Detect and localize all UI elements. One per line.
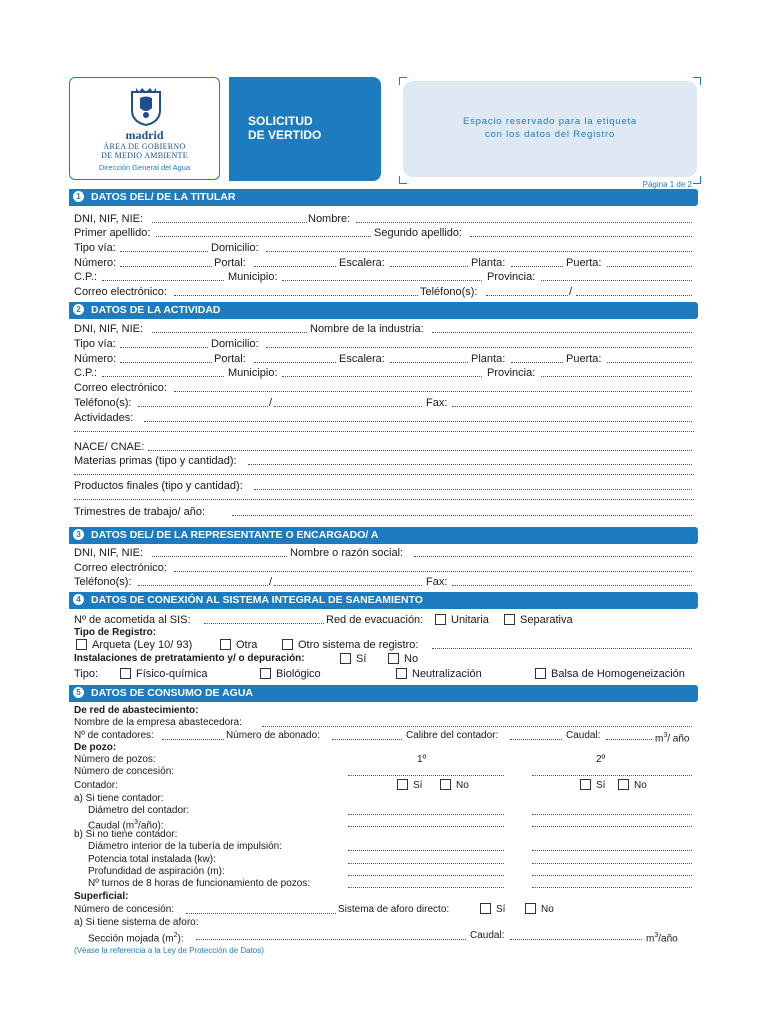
nace-field[interactable] — [148, 440, 692, 451]
section-5-header — [69, 685, 698, 702]
section-1-header — [69, 189, 698, 206]
numero-field[interactable] — [120, 256, 212, 267]
contadores-field[interactable] — [162, 729, 224, 740]
seccion-text: Sección mojada (m — [88, 933, 174, 945]
label-line-2: con los datos del Registro — [484, 129, 616, 140]
section-2-header — [69, 302, 698, 319]
correo-label: Correo electrónico: — [74, 286, 167, 298]
row-representante-correo — [74, 561, 694, 575]
balsa-label: Balsa de Homogeneización — [551, 668, 685, 680]
domicilio-label: Domicilio: — [211, 338, 259, 350]
tipo-registro-label: Tipo de Registro: — [74, 627, 157, 638]
planta-field[interactable] — [511, 256, 563, 267]
page-number: Página 1 de 2 — [642, 180, 692, 189]
row-num-concesion — [74, 765, 694, 779]
cp-field[interactable] — [102, 366, 224, 377]
correo-label: Correo electrónico: — [74, 382, 167, 394]
domicilio-field[interactable] — [266, 241, 692, 252]
row-trimestres — [74, 505, 694, 519]
row-titular-apellidos — [74, 226, 694, 240]
no-label: No — [541, 904, 554, 915]
corner-mark — [693, 77, 701, 85]
potencia-pozo2-field[interactable] — [532, 853, 692, 864]
arqueta-checkbox[interactable] — [76, 639, 87, 650]
aforo-label: Sistema de aforo directo: — [338, 904, 450, 915]
planta-label: Planta: — [471, 257, 506, 269]
telefono2-field[interactable] — [274, 575, 422, 586]
no-label: No — [404, 653, 419, 665]
label-line-1: Espacio reservado para la etiqueta — [462, 116, 637, 127]
aforo-si-checkbox[interactable] — [480, 903, 491, 914]
puerta-field[interactable] — [607, 256, 692, 267]
corner-mark — [399, 176, 407, 184]
row-actividad-cp — [74, 366, 694, 380]
numero-label: Número: — [74, 353, 117, 365]
m3-ano-label: $m^3$/año — [646, 932, 678, 945]
contadores-label: Nº de contadores: — [74, 730, 154, 741]
data-protection-note[interactable]: (Véase la referencia a la Ley de Protección de Datos) — [74, 946, 264, 955]
label-text — [399, 115, 701, 141]
row-actividad-telefono — [74, 396, 694, 410]
no-tiene-contador-label: b) Si no tiene contador: — [74, 829, 178, 840]
tipo-label: Tipo: — [74, 668, 99, 680]
abonado-label: Número de abonado: — [226, 730, 320, 741]
fax-field[interactable] — [452, 396, 692, 407]
seccion-end: ): — [177, 933, 184, 945]
dni-label: DNI, NIF, NIE: — [74, 547, 144, 559]
row-acometida — [74, 613, 694, 627]
municipio-label: Municipio: — [228, 367, 278, 379]
diametro-label: Diámetro del contador: — [88, 805, 190, 816]
provincia-label: Provincia: — [487, 367, 536, 379]
m3-ano-label: $m^3/$ año — [655, 732, 690, 745]
tiene-aforo-label: a) Si tiene sistema de aforo: — [74, 917, 199, 928]
registry-label-area — [399, 77, 701, 184]
productos-label: Productos finales (tipo y cantidad): — [74, 480, 243, 492]
profundidad-pozo1-field[interactable] — [348, 865, 504, 876]
caudal-pozo1-field[interactable] — [348, 816, 504, 827]
red-abastecimiento-label: De red de abastecimiento: — [74, 705, 199, 716]
row-actividad-via — [74, 337, 694, 351]
productos-field-line2[interactable] — [74, 499, 694, 500]
caudal-label: Caudal: — [470, 930, 505, 941]
contador-pozo1-si-checkbox[interactable] — [397, 779, 408, 790]
planta-field[interactable] — [511, 352, 563, 363]
profundidad-pozo2-field[interactable] — [532, 865, 692, 876]
superscript: 3 — [654, 932, 659, 939]
diametro-tuberia-label: Diámetro interior de la tubería de impulsión: — [88, 841, 282, 852]
slash: / — [269, 397, 273, 409]
row-superficial-concesion — [74, 903, 694, 917]
contador-pozo2-si-checkbox[interactable] — [580, 779, 591, 790]
concesion-superficial-field[interactable] — [186, 903, 336, 914]
caudal-m3-end: /año): — [138, 820, 164, 832]
si-label: Sí — [496, 904, 506, 915]
unitaria-label: Unitaria — [451, 614, 489, 626]
provincia-field[interactable] — [541, 270, 692, 281]
title-line-1: SOLICITUD — [248, 114, 313, 128]
concesion-pozo1-field[interactable] — [348, 765, 504, 776]
telefono1-field[interactable] — [138, 396, 268, 407]
puerta-label: Puerta: — [566, 257, 602, 269]
instalaciones-label: Instalaciones de pretratamiento y/ o depuración: — [74, 653, 305, 664]
area-line-1: ÁREA DE GOBIERNO — [103, 142, 186, 151]
domicilio-label: Domicilio: — [211, 242, 259, 254]
si-label: Sí — [413, 780, 423, 791]
section-title: DATOS DEL/ DE LA TITULAR — [91, 191, 236, 203]
turnos-pozo1-field[interactable] — [348, 877, 504, 888]
row-titular-dni — [74, 212, 694, 226]
fisico-quimica-checkbox[interactable] — [120, 668, 131, 679]
section-title: DATOS DE CONEXIÓN AL SISTEMA INTEGRAL DE SANEAMIENTO — [91, 594, 423, 606]
arqueta-label: Arqueta (Ley 10/ 93) — [92, 639, 193, 651]
caudal-m3-text: Caudal (m — [88, 820, 135, 832]
fax-label: Fax: — [426, 576, 448, 588]
biologico-label: Biológico — [276, 668, 321, 680]
corner-mark — [693, 176, 701, 184]
row-tiene-aforo — [74, 916, 694, 930]
materias-field-line2[interactable] — [74, 474, 694, 475]
empresa-field[interactable] — [262, 716, 692, 727]
apellido1-field[interactable] — [156, 226, 371, 237]
otra-label: Otra — [236, 639, 258, 651]
industria-field[interactable] — [432, 322, 692, 333]
turnos-pozo2-field[interactable] — [532, 877, 692, 888]
row-empresa — [74, 716, 694, 730]
tipovia-field[interactable] — [120, 337, 208, 348]
row-titular-via — [74, 241, 694, 255]
tipovia-field[interactable] — [120, 241, 208, 252]
municipio-field[interactable] — [282, 366, 482, 377]
biologico-checkbox[interactable] — [260, 668, 271, 679]
turnos-label: Nº turnos de 8 horas de funcionamiento de pozos: — [88, 878, 311, 889]
num-pozos-label: Número de pozos: — [74, 754, 156, 765]
caudal-superficial-field[interactable] — [510, 929, 642, 940]
potencia-pozo1-field[interactable] — [348, 853, 504, 864]
portal-field[interactable] — [254, 256, 336, 267]
telefono1-field[interactable] — [138, 575, 268, 586]
row-productos — [74, 479, 694, 493]
row-titular-contacto — [74, 285, 694, 299]
telefono-label: Teléfono(s): — [420, 286, 478, 298]
aforo-no-checkbox[interactable] — [525, 903, 536, 914]
calibre-field[interactable] — [510, 729, 562, 740]
nace-label: NACE/ CNAE: — [74, 441, 145, 453]
section-number: 3 — [73, 529, 84, 540]
municipio-label: Municipio: — [228, 271, 278, 283]
tipovia-label: Tipo vía: — [74, 338, 116, 350]
section-number: 2 — [73, 304, 84, 315]
domicilio-field[interactable] — [266, 337, 692, 348]
si-label: Sí — [356, 653, 367, 665]
form-title — [248, 114, 321, 142]
corner-mark — [399, 77, 407, 85]
tipovia-label: Tipo vía: — [74, 242, 116, 254]
caudal-field[interactable] — [606, 729, 652, 740]
materias-field[interactable] — [248, 454, 692, 465]
otro-sistema-field[interactable] — [432, 638, 692, 649]
section-title: DATOS DE LA ACTIVIDAD — [91, 304, 221, 316]
caudal-label: Caudal: — [566, 730, 601, 741]
m3-ano-text: /año — [658, 933, 678, 945]
slash: / — [269, 576, 273, 588]
escalera-label: Escalera: — [339, 353, 385, 365]
section-3-header — [69, 527, 698, 544]
otro-sistema-checkbox[interactable] — [282, 639, 293, 650]
puerta-field[interactable] — [607, 352, 692, 363]
neutralizacion-label: Neutralización — [412, 668, 482, 680]
pozo-2-header: 2º — [596, 754, 606, 765]
de-pozo-label: De pozo: — [74, 742, 117, 753]
puerta-label: Puerta: — [566, 353, 602, 365]
row-registro-opciones — [74, 638, 694, 652]
trimestres-label: Trimestres de trabajo/ año: — [74, 506, 206, 518]
title-line-2: DE VERTIDO — [248, 128, 322, 142]
section-number: 4 — [73, 594, 84, 605]
neutralizacion-checkbox[interactable] — [396, 668, 407, 679]
razon-social-label: Nombre o razón social: — [290, 547, 404, 559]
row-actividades — [74, 411, 694, 425]
industria-label: Nombre de la industria: — [310, 323, 424, 335]
superscript: 3 — [134, 819, 139, 826]
num-concesion-label: Número de concesión: — [74, 904, 175, 915]
row-tipo-tratamiento — [74, 667, 694, 681]
correo-label: Correo electrónico: — [74, 562, 167, 574]
telefono-label: Teléfono(s): — [74, 397, 132, 409]
city-name: madrid — [125, 128, 164, 142]
profundidad-label: Profundidad de aspiración (m): — [88, 866, 225, 877]
row-materias — [74, 454, 694, 468]
row-actividad-numero — [74, 352, 694, 366]
otra-checkbox[interactable] — [220, 639, 231, 650]
cp-field[interactable] — [102, 270, 224, 281]
separativa-label: Separativa — [520, 614, 573, 626]
razon-social-field[interactable] — [414, 546, 692, 557]
numero-label: Número: — [74, 257, 117, 269]
num-concesion-label: Número de concesión: — [74, 766, 175, 777]
seccion-label — [88, 929, 184, 943]
dni-field[interactable] — [152, 546, 287, 557]
planta-label: Planta: — [471, 353, 506, 365]
title-box — [229, 77, 381, 181]
acometida-field[interactable] — [204, 613, 324, 624]
row-turnos — [74, 877, 694, 891]
fax-field[interactable] — [452, 575, 692, 586]
no-label: No — [634, 780, 647, 791]
madrid-crest-icon — [128, 86, 164, 126]
tuberia-pozo2-field[interactable] — [532, 840, 692, 851]
row-actividad-dni — [74, 322, 694, 336]
contador-label: Contador: — [74, 780, 118, 791]
concesion-pozo2-field[interactable] — [532, 765, 692, 776]
dni-field[interactable] — [152, 212, 307, 223]
section-title: DATOS DEL/ DE LA REPRESENTANTE O ENCARGADO/ A — [91, 529, 379, 541]
unitaria-checkbox[interactable] — [435, 614, 446, 625]
apellido1-label: Primer apellido: — [74, 227, 151, 239]
otro-sistema-label: Otro sistema de registro: — [298, 639, 419, 651]
pozo-1-header: 1º — [417, 754, 427, 765]
section-number: 5 — [73, 687, 84, 698]
potencia-label: Potencia total instalada (kw): — [88, 854, 216, 865]
apellido2-label: Segundo apellido: — [374, 227, 463, 239]
tuberia-pozo1-field[interactable] — [348, 840, 504, 851]
productos-field[interactable] — [254, 479, 692, 490]
row-instalaciones — [74, 652, 694, 666]
actividades-label: Actividades: — [74, 412, 134, 424]
dni-field[interactable] — [152, 322, 307, 333]
tiene-contador-label: a) Si tiene contador: — [74, 793, 164, 804]
nombre-field[interactable] — [356, 212, 692, 223]
section-title: DATOS DE CONSUMO DE AGUA — [91, 687, 253, 699]
correo-field[interactable] — [174, 381, 692, 392]
si-label: Sí — [596, 780, 606, 791]
contador-pozo2-no-checkbox[interactable] — [618, 779, 629, 790]
abonado-field[interactable] — [332, 729, 402, 740]
row-diam-tuberia — [74, 840, 694, 854]
superscript: 3 — [663, 732, 668, 739]
section-4-header — [69, 592, 698, 609]
row-seccion — [74, 929, 694, 943]
telefono1-field[interactable] — [486, 285, 568, 296]
escalera-field[interactable] — [390, 256, 468, 267]
diametro-pozo1-field[interactable] — [348, 804, 504, 815]
red-evacuacion-label: Red de evacuación: — [326, 614, 424, 626]
instalaciones-si-checkbox[interactable] — [340, 653, 351, 664]
fax-label: Fax: — [426, 397, 448, 409]
cp-label: C.P.: — [74, 271, 98, 283]
municipio-field[interactable] — [282, 270, 482, 281]
dni-label: DNI, NIF, NIE: — [74, 213, 144, 225]
row-superficial — [74, 890, 694, 904]
slash: / — [569, 286, 573, 298]
portal-label: Portal: — [214, 257, 246, 269]
no-label: No — [456, 780, 469, 791]
actividades-field[interactable] — [144, 411, 692, 422]
contador-pozo1-no-checkbox[interactable] — [440, 779, 451, 790]
row-nace — [74, 440, 694, 454]
provincia-label: Provincia: — [487, 271, 536, 283]
portal-field[interactable] — [254, 352, 336, 363]
numero-field[interactable] — [120, 352, 212, 363]
trimestres-field[interactable] — [232, 505, 692, 516]
empresa-label: Nombre de la empresa abastecedora: — [74, 717, 242, 728]
telefono-label: Teléfono(s): — [74, 576, 132, 588]
balsa-checkbox[interactable] — [535, 668, 546, 679]
m3-ano-text: / año — [667, 733, 690, 745]
row-representante-telefono — [74, 575, 694, 589]
dni-label: DNI, NIF, NIE: — [74, 323, 144, 335]
row-representante-dni — [74, 546, 694, 560]
nombre-label: Nombre: — [308, 213, 351, 225]
apellido2-field[interactable] — [470, 226, 692, 237]
section-number: 1 — [73, 191, 84, 202]
row-titular-numero — [74, 256, 694, 270]
calibre-label: Calibre del contador: — [406, 730, 499, 741]
materias-label: Materias primas (tipo y cantidad): — [74, 455, 237, 467]
row-titular-cp — [74, 270, 694, 284]
logo-box — [69, 77, 220, 180]
instalaciones-no-checkbox[interactable] — [388, 653, 399, 664]
escalera-label: Escalera: — [339, 257, 385, 269]
correo-field[interactable] — [174, 561, 692, 572]
escalera-field[interactable] — [390, 352, 468, 363]
acometida-label: Nº de acometida al SIS: — [74, 614, 191, 626]
provincia-field[interactable] — [541, 366, 692, 377]
telefono2-field[interactable] — [576, 285, 692, 296]
caudal-pozo2-field[interactable] — [532, 816, 692, 827]
fisico-quimica-label: Físico-química — [136, 668, 208, 680]
cp-label: C.P.: — [74, 367, 98, 379]
separativa-checkbox[interactable] — [504, 614, 515, 625]
area-line-2: DE MEDIO AMBIENTE — [101, 151, 188, 160]
area-name — [70, 142, 219, 160]
diametro-pozo2-field[interactable] — [532, 804, 692, 815]
actividades-field-line2[interactable] — [74, 431, 694, 432]
row-contador — [74, 779, 694, 793]
row-actividad-correo — [74, 381, 694, 395]
correo-field[interactable] — [174, 285, 418, 296]
seccion-field[interactable] — [196, 929, 466, 940]
telefono2-field[interactable] — [274, 396, 422, 407]
superscript: 2 — [173, 932, 178, 939]
directorate: Dirección General del Agua — [98, 163, 191, 172]
portal-label: Portal: — [214, 353, 246, 365]
superficial-label: Superficial: — [74, 891, 129, 902]
